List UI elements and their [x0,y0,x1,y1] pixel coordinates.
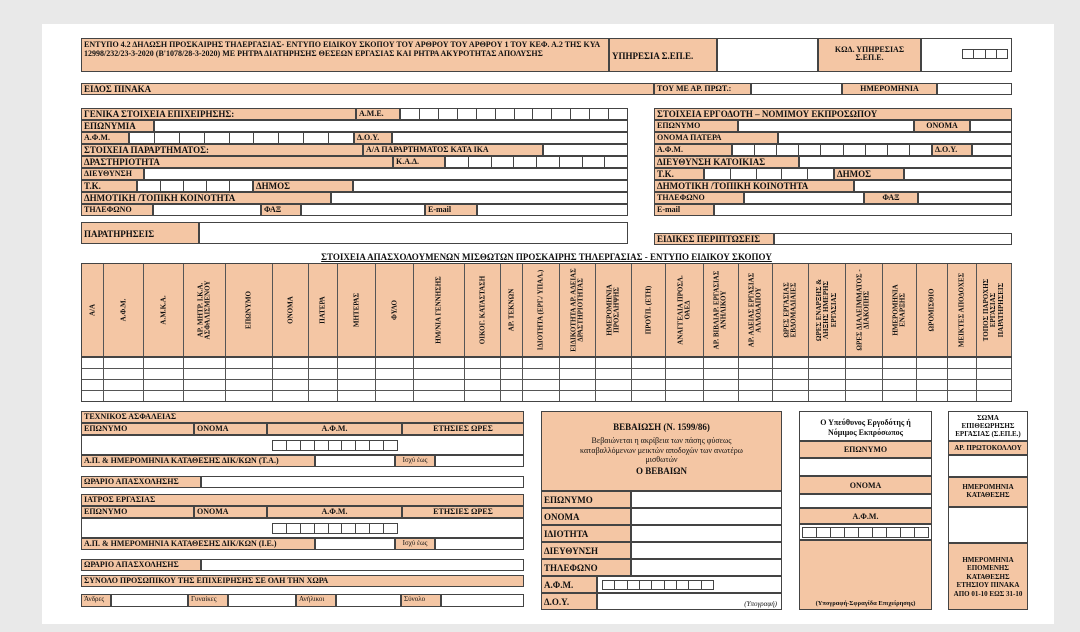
tech-valid-label: Ισχύ έως [395,455,435,467]
doctor-hours-label: ΕΤΗΣΙΕΣ ΩΡΕΣ [402,506,524,518]
employees-column-header [773,264,809,356]
employees-column-header [917,264,948,356]
employer-address-field[interactable] [799,156,1012,168]
tech-schedule-label: ΩΡΑΡΙΟ ΑΠΑΣΧΟΛΗΣΗΣ [81,476,201,488]
employer-phone-label: ΤΗΛΕΦΩΝΟ [654,192,744,204]
certification-title: ΒΕΒΑΙΩΣΗ (Ν. 1599/86) [613,422,710,432]
minors-label: Ανήλικοι [296,594,336,607]
employees-column-header [809,264,846,356]
business-afm-label: Α.Φ.Μ. [81,132,129,144]
tech-filing-field[interactable] [315,455,395,467]
branch-ika-label: Α/Α ΠΑΡΑΡΤΗΜΑΤΟΣ ΚΑΤΑ ΙΚΑ [363,144,543,156]
business-doy-label: Δ.Ο.Υ. [354,132,392,144]
employees-body[interactable] [81,357,1012,402]
business-doy-field[interactable] [392,132,628,144]
column-header-label: ΟΝΟΜΑ [285,296,294,324]
column-header-label: ΠΡΟΫΠ. (ΕΤΗ) [643,285,652,335]
employer-afm-label: Α.Φ.Μ. [654,144,732,156]
doctor-row-fields[interactable] [81,518,524,538]
employees-column-cells[interactable] [809,358,846,401]
business-address-label: ΔΙΕΥΘΥΝΣΗ [81,168,144,180]
employees-title: ΣΤΟΙΧΕΙΑ ΑΠΑΣΧΟΛΟΥΜΕΝΩΝ ΜΙΣΘΩΤΩΝ ΠΡΟΣΚΑΙΡΗΣ ΤΗΛΕΡΓΑΣΙΑΣ - ΕΝΤΥΠΟ ΕΙΔΙΚΟΥ ΣΚΟΠΟΥ [321,252,772,262]
employees-column-header [883,264,917,356]
employees-column-cells[interactable] [917,358,948,401]
doctor-valid-label: Ισχύ έως [395,538,435,550]
employees-column-cells[interactable] [144,358,184,401]
date-field[interactable] [937,83,1012,95]
employer-title: ΣΤΟΙΧΕΙΑ ΕΡΓΟΔΟΤΗ – ΝΟΜΙΜΟΥ ΕΚΠΡΟΣΩΠΟΥ [654,108,1012,120]
employees-column-cells[interactable] [883,358,917,401]
column-header-label: ΑΡ. ΤΕΚΝΩΝ [506,288,515,332]
employees-column-cells[interactable] [414,358,465,401]
business-name-label: ΕΠΩΝΥΜΙΑ [81,120,154,132]
certifier-label: Ο ΒΕΒΑΙΩΝ [636,465,687,476]
column-header-label: ΩΡΟΜΙΣΘΙΟ [927,288,936,332]
business-email-field[interactable] [477,204,628,216]
responsible-afm-boxes[interactable] [802,527,929,538]
employees-column-cells[interactable] [104,358,144,401]
form-title: ΕΝΤΥΠΟ 4.2 ΔΗΛΩΣΗ ΠΡΟΣΚΑΙΡΗΣ ΤΗΛΕΡΓΑΣΙΑΣ- ΕΝΤΥΠΟ ΕΙΔΙΚΟΥ ΣΚΟΠΟΥ ΤΟΥ ΑΡΘΡΟΥ ΤΟΥ ΑΡΘΡΟΥ 1 ΤΟΥ ΚΕΦ. Α.2 ΤΗΣ ΚΥΑ 12998/232/23-3-2020 (Β'1078/28-3-2020) ΜΕ ΡΗΤΡΑ ΔΙΑΤΗΡΗΣΗΣ ΘΕΣΕΩΝ ΕΡΓΑΣΙΑΣ ΚΑΙ ΡΗΤΡΑ ΑΚΥΡΟΤΗΤΑΣ ΑΠΟΛΥΣΗΣ [81,38,609,72]
cert-phone-field[interactable] [631,559,782,576]
inspectorate-protocol-label: ΑΡ. ΠΡΩΤΟΚΟΛΛΟΥ [948,441,1028,455]
employees-column-cells[interactable] [773,358,809,401]
responsible-surname-label: ΕΠΩΝΥΜΟ [799,441,932,458]
employer-email-field[interactable] [714,204,1012,216]
branch-label: ΣΤΟΙΧΕΙΑ ΠΑΡΑΡΤΗΜΑΤΟΣ: [81,144,363,156]
responsible-afm-field[interactable] [799,524,932,540]
column-header-label: ΩΡΕΣ ΕΡΓΑΣΙΑΣ ΕΒΔΟΜΑΔΙΑΙΕΣ [782,282,798,338]
remarks-label: ΠΑΡΑΤΗΡΗΣΕΙΣ [81,222,199,244]
doctor-filing-field[interactable] [315,538,395,550]
employer-tk-boxes[interactable] [704,168,834,180]
column-header-label: ΑΡ. ΑΔΕΙΑΣ ΕΡΓΑΣΙΑΣ ΑΛΛΟΔΑΠΟΥ [747,272,763,348]
employer-tk-label: Τ.Κ. [654,168,704,180]
cert-surname-field[interactable] [631,491,782,508]
kad-boxes[interactable] [445,156,628,168]
employer-phone-field[interactable] [744,192,864,204]
column-header-label: ΑΡ. ΒΙΒΛΙΑΡ. ΕΡΓΑΣΙΑΣ ΑΝΗΛΙΚΟΥ [712,270,728,350]
employees-column-cells[interactable] [948,358,977,401]
service-code-label: ΚΩΔ. ΥΠΗΡΕΣΙΑΣ Σ.ΕΠ.Ε. [818,38,921,72]
cert-afm-field[interactable] [597,576,782,593]
cert-signature-label: (Υπογραφή) [744,600,777,608]
tech-schedule-field[interactable] [201,476,524,488]
column-header-label: ΜΕΙΚΤΕΣ ΑΠΟΔΟΧΕΣ [957,272,966,348]
service-code-field[interactable] [921,38,1012,72]
employer-community-field[interactable] [854,180,1012,192]
employees-column-header [376,264,414,356]
cert-doy-field[interactable] [597,593,782,610]
women-field[interactable] [228,594,296,607]
doctor-title: ΙΑΤΡΟΣ ΕΡΓΑΣΙΑΣ [81,494,524,506]
kad-label: Κ.Α.Δ. [393,156,445,168]
cert-phone-label: ΤΗΛΕΦΩΝΟ [541,559,631,576]
employees-column-header [632,264,666,356]
employees-column-cells[interactable] [226,358,273,401]
tech-title: ΤΕΧΝΙΚΟΣ ΑΣΦΑΛΕΙΑΣ [81,411,524,423]
employees-column-cells[interactable] [739,358,773,401]
employees-column-header [184,264,226,356]
employees-column-cells[interactable] [465,358,501,401]
employer-father-field[interactable] [778,132,1012,144]
tech-name-label: ΟΝΟΜΑ [194,423,267,435]
ame-label: Α.Μ.Ε. [356,108,400,120]
business-fax-label: ΦΑΞ [261,204,301,216]
cert-name-field[interactable] [631,508,782,525]
employees-column-header [273,264,309,356]
employer-father-label: ΟΝΟΜΑ ΠΑΤΕΡΑ [654,132,778,144]
doctor-afm-label: Α.Φ.Μ. [267,506,402,518]
women-label: Γυναίκες [188,594,228,607]
doctor-valid-field[interactable] [435,538,524,550]
employees-column-header [666,264,704,356]
business-email-label: E-mail [425,204,477,216]
protocol-label: ΤΟΥ ΜΕ ΑΡ. ΠΡΩΤ.: [654,83,751,95]
inspectorate-next-date-label: ΗΜΕΡΟΜΗΝΙΑ ΕΠΟΜΕΝΗΣ ΚΑΤΑΘΕΣΗΣ ΕΤΗΣΙΟΥ ΠΙΝΑΚΑ ΑΠΟ 01-10 ΕΩΣ 31-10 [948,543,1028,610]
service-code-boxes[interactable] [962,49,1008,59]
column-header-label: ΦΥΛΟ [389,300,398,320]
employer-name-field[interactable] [970,120,1012,132]
inspectorate-filing-date-field[interactable] [948,507,1028,543]
cert-address-label: ΔΙΕΥΘΥΝΣΗ [541,542,631,559]
employer-address-label: ΔΙΕΥΘΥΝΣΗ ΚΑΤΟΙΚΙΑΣ [654,156,799,168]
employees-column-cells[interactable] [338,358,376,401]
total-staff-label: ΣΥΝΟΛΟ ΠΡΟΣΩΠΙΚΟΥ ΤΗΣ ΕΠΙΧΕΙΡΗΣΗΣ ΣΕ ΟΛΗ ΤΗΝ ΧΩΡΑ [81,575,524,587]
cert-afm-boxes[interactable] [602,580,714,590]
column-header-label: Α.Φ.Μ. [118,298,127,322]
inspectorate-filing-date-label: ΗΜΕΡΟΜΗΝΙΑ ΚΑΤΑΘΕΣΗΣ [948,477,1028,507]
employer-community-label: ΔΗΜΟΤΙΚΗ /ΤΟΠΙΚΗ ΚΟΙΝΟΤΗΤΑ [654,180,854,192]
cert-capacity-field[interactable] [631,525,782,542]
business-phone-label: ΤΗΛΕΦΩΝΟ [81,204,153,216]
employer-municipality-field[interactable] [904,168,1012,180]
employees-column-header [523,264,560,356]
minors-field[interactable] [336,594,401,607]
business-address-field[interactable] [144,168,628,180]
employees-column-header [846,264,883,356]
employer-name-label: ΟΝΟΜΑ [914,120,970,132]
column-header-label: ΗΜ/ΝΙΑ ΓΕΝΝΗΣΗΣ [434,276,443,344]
column-header-label: ΤΟΠΟΣ ΠΑΡΟΧΗΣ ΕΡΓΑΣΙΑΣ ΠΑΡΑΤΗΡΗΣΕΙΣ [981,278,1005,342]
date-label: ΗΜΕΡΟΜΗΝΙΑ [842,83,937,95]
employees-column-cells[interactable] [376,358,414,401]
employees-column-cells[interactable] [666,358,704,401]
column-header-label: ΑΡ. ΜΗΤΡ. Ι.Κ.Α. ΑΣΦΑΛΙΣΜΕΝΟΥ [196,280,212,340]
sum-label: Σύνολο [401,594,441,607]
employees-column-header [414,264,465,356]
employees-column-header [948,264,977,356]
employees-column-header [104,264,144,356]
employees-column-header [596,264,632,356]
table-type-label: ΕΙΔΟΣ ΠΙΝΑΚΑ [81,83,654,95]
employees-column-header [226,264,273,356]
column-header-label: ΕΠΩΝΥΜΟ [244,291,253,329]
employer-surname-field[interactable] [738,120,914,132]
cert-doy-label: Δ.Ο.Υ. [541,593,597,610]
employer-email-label: E-mail [654,204,714,216]
cert-name-label: ΟΝΟΜΑ [541,508,631,525]
employer-fax-field[interactable] [918,192,1012,204]
column-header-label: ΩΡΕΣ ΕΝΑΡΞΗΣ & ΛΗΞΗΣ ΗΜΕΡΗΣ ΕΡΓΑΣΙΑΣ [814,278,838,342]
employees-column-cells[interactable] [596,358,632,401]
tech-filing-label: Α.Π. & ΗΜΕΡΟΜΗΝΙΑ ΚΑΤΑΘΕΣΗΣ ΔΙΚ/ΚΩΝ (Τ.Α.) [81,455,315,467]
men-field[interactable] [111,594,188,607]
responsible-name-field[interactable] [799,494,932,508]
column-header-label: ΗΜΕΡΟΜΗΝΙΑ ΠΡΟΣΛΗΨΗΣ [605,284,621,336]
tech-afm-boxes[interactable] [272,440,398,451]
special-cases-label: ΕΙΔΙΚΕΣ ΠΕΡΙΠΤΩΣΕΙΣ [654,233,774,245]
employees-column-header [309,264,338,356]
employees-column-header [704,264,739,356]
ame-boxes[interactable] [400,108,628,120]
column-header-label: Α.Μ.Κ.Α. [158,295,167,325]
responsible-title: Ο Υπεύθυνος Εργοδότης ή Νόμιμος Εκπρόσωπος [799,411,932,441]
employees-column-cells[interactable] [704,358,739,401]
employer-surname-label: ΕΠΩΝΥΜΟ [654,120,738,132]
cert-afm-label: Α.Φ.Μ. [541,576,597,593]
doctor-name-label: ΟΝΟΜΑ [194,506,267,518]
branch-ika-field[interactable] [543,144,628,156]
column-header-label: Α/Α [87,303,96,317]
column-header-label: ΟΙΚΟΓ. ΚΑΤΑΣΤΑΣΗ [477,275,486,345]
employees-column-cells[interactable] [846,358,883,401]
responsible-name-label: ΟΝΟΜΑ [799,476,932,494]
column-header-label: ΜΗΤΕΡΑΣ [351,292,360,328]
responsible-afm-label: Α.Φ.Μ. [799,508,932,524]
certification-box [541,411,782,491]
business-tk-label: Τ.Κ. [81,180,137,192]
employees-column-cells[interactable] [560,358,596,401]
employer-afm-boxes[interactable] [732,144,932,156]
employees-column-header [338,264,376,356]
employees-column-header [144,264,184,356]
employees-column-header [739,264,773,356]
tech-afm-label: Α.Φ.Μ. [267,423,402,435]
cert-capacity-label: ΙΔΙΟΤΗΤΑ [541,525,631,542]
certification-text: Βεβαιώνεται η ακρίβεια των πάσης φύσεως καταβαλλόμενων μεικτών αποδοχών των ανωτέρω μισθωτών [580,436,743,465]
employees-column-cells[interactable] [632,358,666,401]
doctor-filing-label: Α.Π. & ΗΜΕΡΟΜΗΝΙΑ ΚΑΤΑΘΕΣΗΣ ΔΙΚ/ΚΩΝ (Ι.Ε.) [81,538,315,550]
employees-column-cells[interactable] [184,358,226,401]
doctor-schedule-field[interactable] [201,559,524,571]
employees-column-header [560,264,596,356]
business-tk-boxes[interactable] [137,180,253,192]
responsible-signature-area[interactable] [799,540,932,610]
sum-field[interactable] [441,594,524,607]
tech-valid-field[interactable] [435,455,524,467]
column-header-label: ΕΙΔΙΚΟΤΗΤΑ ΑΡ. ΑΔΕΙΑΣ ΔΡΑΣΤΗΡΙΟΤΗΤΑΣ [569,268,585,352]
service-field[interactable] [717,38,818,72]
column-header-label: ΗΜΕΡΟΜΗΝΙΑ ΕΝΑΡΞΗΣ [891,284,907,336]
doctor-surname-label: ΕΠΩΝΥΜΟ [81,506,194,518]
employees-column-cells[interactable] [501,358,523,401]
employees-column-cells[interactable] [523,358,560,401]
business-phone-field[interactable] [153,204,261,216]
employees-column-cells[interactable] [82,358,104,401]
employees-column-cells[interactable] [273,358,309,401]
tech-surname-label: ΕΠΩΝΥΜΟ [81,423,194,435]
service-label: ΥΠΗΡΕΣΙΑ Σ.ΕΠ.Ε. [609,38,717,72]
employees-column-cells[interactable] [309,358,338,401]
employees-column-cells[interactable] [977,358,1012,401]
protocol-field[interactable] [751,83,842,95]
special-cases-field[interactable] [774,233,1012,245]
business-fax-field[interactable] [301,204,425,216]
business-title: ΓΕΝΙΚΑ ΣΤΟΙΧΕΙΑ ΕΠΙΧΕΙΡΗΣΗΣ: [81,108,356,120]
column-header-label: ΩΡΕΣ ΔΙΑΛΕΙΜΜΑΤΟΣ - ΔΙΑΚΟΠΗΣ [855,269,871,351]
doctor-afm-boxes[interactable] [272,523,398,534]
responsible-surname-field[interactable] [799,458,932,476]
employer-fax-label: ΦΑΞ [864,192,918,204]
employer-doy-label: Δ.Ο.Υ. [932,144,972,156]
business-afm-boxes[interactable] [129,132,354,144]
column-header-label: ΙΔΙΟΤΗΤΑ (ΕΡΓ./ ΥΠΑΛ.) [536,269,545,351]
men-label: Άνδρες [81,594,111,607]
doctor-schedule-label: ΩΡΑΡΙΟ ΑΠΑΣΧΟΛΗΣΗΣ [81,559,201,571]
responsible-signature-label: (Υπογραφή-Σφραγίδα Επιχείρησης) [815,600,916,607]
form-page [42,24,1054,624]
column-header-label: ΠΑΤΕΡΑ [318,296,327,324]
employer-municipality-label: ΔΗΜΟΣ [834,168,904,180]
employees-column-header [501,264,523,356]
cert-surname-label: ΕΠΩΝΥΜΟ [541,491,631,508]
tech-hours-label: ΕΤΗΣΙΕΣ ΩΡΕΣ [402,423,524,435]
business-municipality-field[interactable] [353,180,628,192]
business-name-field[interactable] [154,120,628,132]
employer-doy-field[interactable] [972,144,1012,156]
employees-column-header [82,264,104,356]
inspectorate-protocol-field[interactable] [948,455,1028,477]
employees-column-header [977,264,1012,356]
business-community-field[interactable] [331,192,628,204]
remarks-field[interactable] [199,222,628,244]
inspectorate-title: ΣΩΜΑ ΕΠΙΘΕΩΡΗΣΗΣ ΕΡΓΑΣΙΑΣ (Σ.ΕΠ.Ε.) [948,411,1028,441]
column-header-label: ΑΝΑΓΓΕΛΙΑ ΠΡΟΣΛ. ΟΑΕΔ [676,275,692,345]
business-municipality-label: ΔΗΜΟΣ [253,180,353,192]
tech-row-fields[interactable] [81,435,524,455]
activity-label: ΔΡΑΣΤΗΡΙΟΤΗΤΑ [81,156,393,168]
cert-address-field[interactable] [631,542,782,559]
employees-column-header [465,264,501,356]
business-community-label: ΔΗΜΟΤΙΚΗ /ΤΟΠΙΚΗ ΚΟΙΝΟΤΗΤΑ [81,192,331,204]
employees-header [81,263,1012,357]
